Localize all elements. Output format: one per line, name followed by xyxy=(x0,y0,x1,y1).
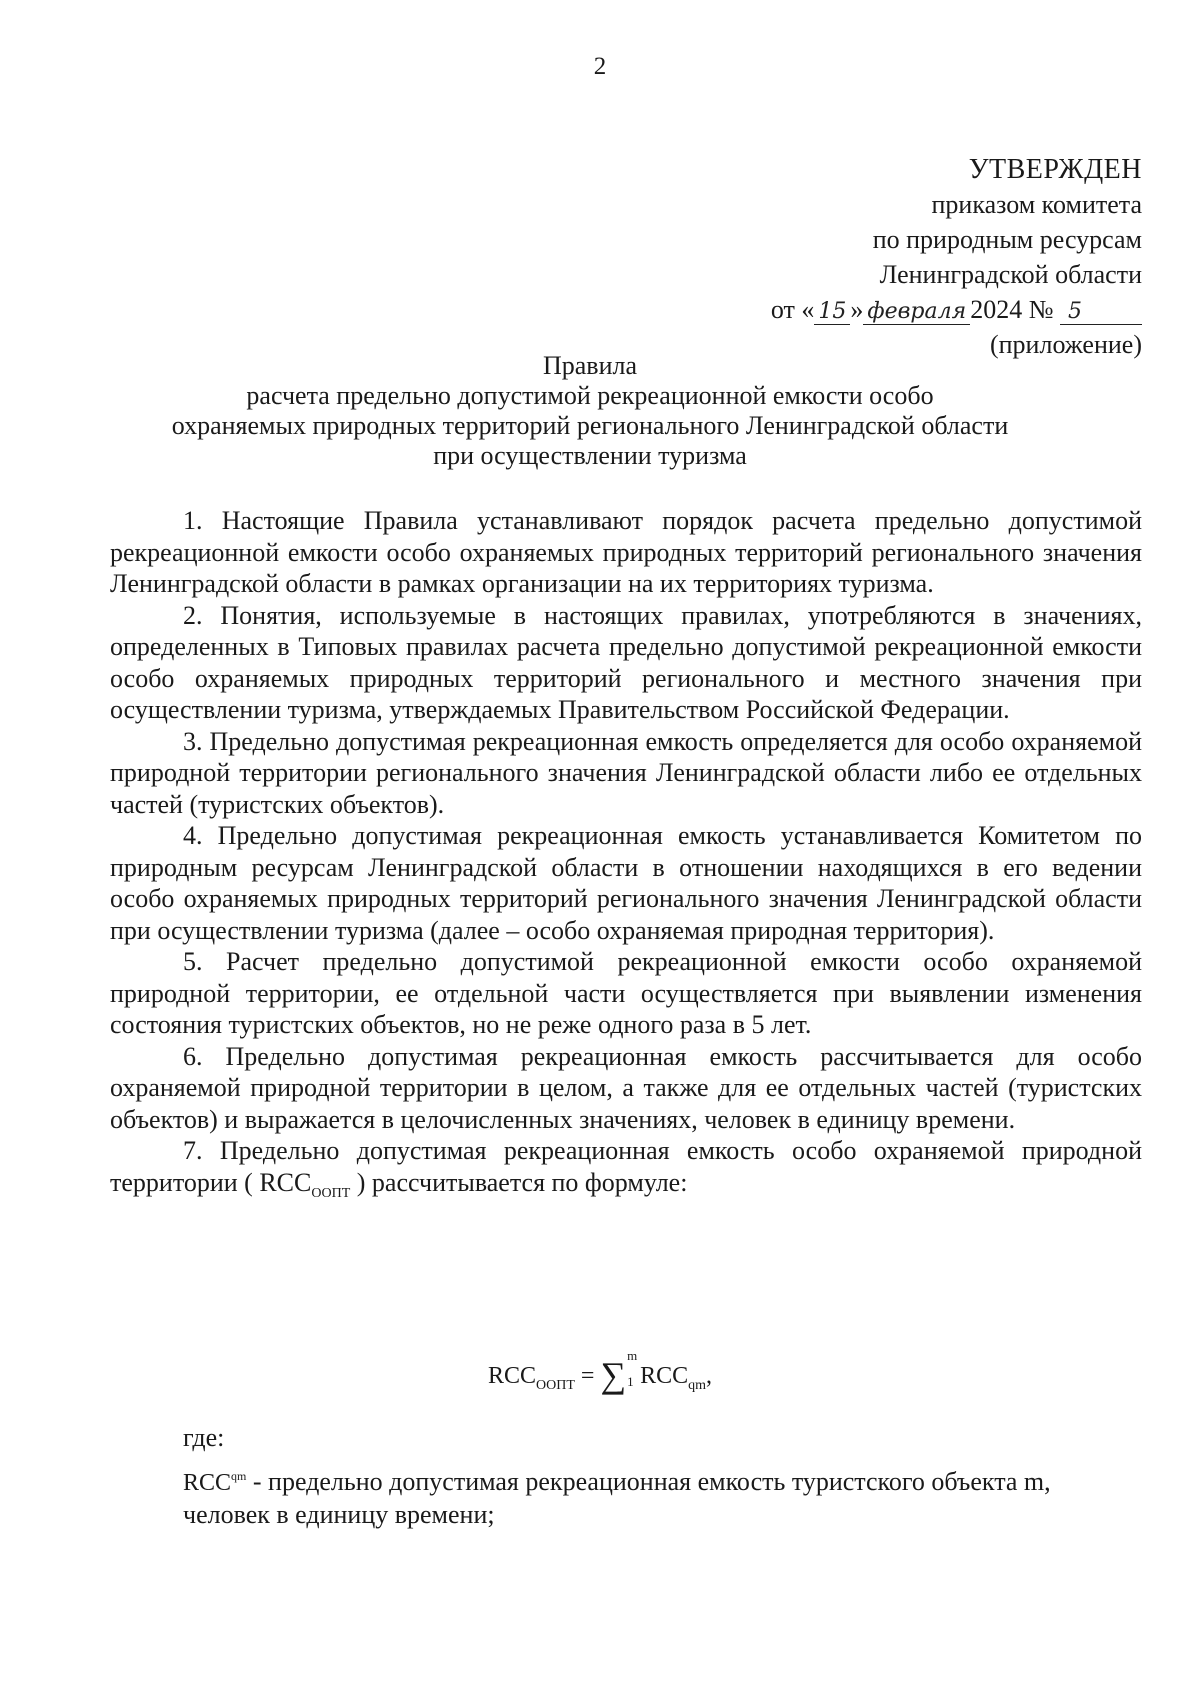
handwritten-month: февраля xyxy=(863,300,970,325)
paragraph-7-end: ) рассчитывается по формуле: xyxy=(356,1167,688,1197)
approval-stamp-block xyxy=(771,152,1142,362)
sum-upper-limit: m xyxy=(627,1348,638,1363)
paragraph-7-symbol: RCC xyxy=(259,1167,312,1197)
paragraph-5: 5. Расчет предельно допустимой рекреационной емкости особо охраняемой природной территории, ее отдельной части осуществляется при выявлении изменения состояния туристских объектов, но не реже одного раза в 5 лет. xyxy=(110,947,1142,1039)
approval-region-line: Ленинградской области xyxy=(879,260,1142,289)
approval-date-line xyxy=(771,292,1142,327)
paragraph-7 xyxy=(110,1135,1142,1209)
definition-symbol xyxy=(183,1470,246,1496)
title-line-2: охраняемых природных территорий регионального Ленинградской области xyxy=(171,411,1009,440)
approval-committee-line: по природным ресурсам xyxy=(872,225,1142,254)
paragraph-7-start: 7. Предельно допустимая рекреационная емкость особо охраняемой природной территории ( xyxy=(110,1136,1142,1197)
sum-sign: ∑ xyxy=(600,1355,627,1395)
definition-text: - предельно допустимая рекреационная емкость туристского объекта m, человек в единицу времени; xyxy=(183,1467,1051,1529)
approval-heading: УТВЕРЖДЕН xyxy=(968,154,1142,185)
definition-symbol-base: RCC xyxy=(183,1470,232,1496)
paragraph-4: 4. Предельно допустимая рекреационная емкость устанавливается Комитетом по природным ресурсам Ленинградской области в отношении находящихся в его ведении особо охраняемых природных территорий регионального значения Ленинградской области при осуществлении туризма (далее – особо охраняемая природная территория). xyxy=(110,821,1142,945)
where-label: где: xyxy=(183,1423,225,1452)
title-line-1: расчета предельно допустимой рекреационной емкости особо xyxy=(246,381,934,410)
date-mid: » xyxy=(850,295,864,324)
page-number: 2 xyxy=(593,53,607,80)
formula-rhs: RCC xyxy=(640,1363,689,1389)
paragraph-6: 6. Предельно допустимая рекреационная емкость рассчитывается для особо охраняемой природной территории в целом, а также для ее отдельных частей (туристских объектов) и выражается в целочисленных значениях, человек в единицу времени. xyxy=(110,1041,1142,1134)
variable-definition xyxy=(183,1460,1143,1531)
sum-limits xyxy=(626,1348,640,1389)
document-body xyxy=(110,505,1142,1209)
date-prefix: от « xyxy=(770,295,815,324)
definition-symbol-subscript: qm xyxy=(231,1469,247,1483)
capacity-formula xyxy=(0,1348,1200,1406)
formula-lhs-subscript: ООПТ xyxy=(536,1378,575,1393)
formula-rhs-subscript: qm xyxy=(688,1378,707,1393)
year-and-number-label: 2024 № xyxy=(970,295,1054,324)
approval-appendix-line: (приложение) xyxy=(989,330,1142,359)
formula-tail: , xyxy=(706,1363,713,1389)
formula-lhs: RCC xyxy=(487,1363,536,1389)
handwritten-day: 15 xyxy=(814,300,850,325)
title-line-3: при осуществлении туризма xyxy=(433,441,747,470)
paragraph-7-symbol-subscript: ООПТ xyxy=(311,1185,351,1201)
paragraph-1: 1. Настоящие Правила устанавливают порядок расчета предельно допустимой рекреационной емкости особо охраняемых природных территорий регионального значения Ленинградской области в рамках организации на их территориях туризма. xyxy=(110,506,1142,598)
handwritten-order-number: 5 xyxy=(1060,300,1142,325)
formula-equals: = xyxy=(580,1363,595,1389)
document-title xyxy=(150,351,1030,471)
sum-lower-limit: 1 xyxy=(627,1374,634,1389)
title-heading: Правила xyxy=(542,351,638,380)
paragraph-3: 3. Предельно допустимая рекреационная емкость определяется для особо охраняемой природной территории регионального значения Ленинградской области либо ее отдельных частей (туристских объектов). xyxy=(110,726,1142,819)
paragraph-2: 2. Понятия, используемые в настоящих правилах, употребляются в значениях, определенных в Типовых правилах расчета предельно допустимой рекреационной емкости особо охраняемых природных территорий регионального и местного значения при осуществлении туризма, утверждаемых Правительством Российской Федерации. xyxy=(110,600,1142,724)
approval-order-line: приказом комитета xyxy=(931,190,1142,219)
